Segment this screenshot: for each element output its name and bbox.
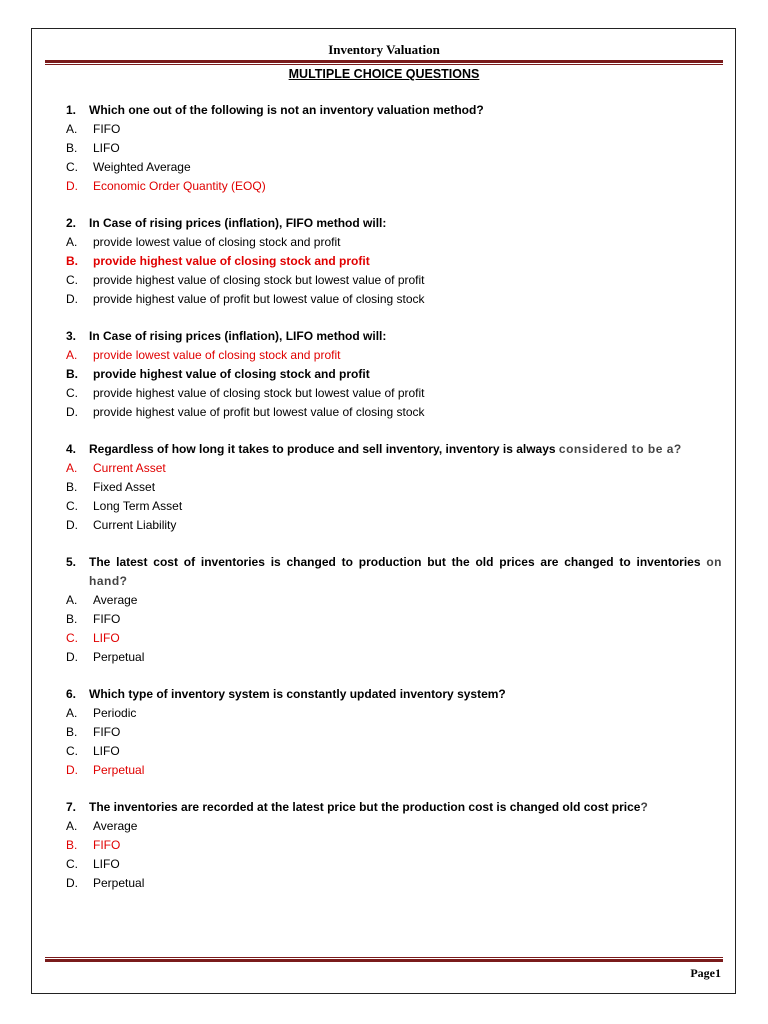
question-text: Regardless of how long it takes to produce and sell inventory, inventory is always xyxy=(89,442,559,456)
option-text: Economic Order Quantity (EOQ) xyxy=(93,179,266,193)
option-text: provide highest value of profit but lowest value of closing stock xyxy=(93,292,425,306)
section-title: MULTIPLE CHOICE QUESTIONS xyxy=(288,67,480,81)
option-letter: C. xyxy=(66,273,78,287)
question-block xyxy=(66,327,722,422)
option-letter: B. xyxy=(66,725,78,739)
question-block xyxy=(66,214,722,309)
question-line xyxy=(66,798,722,817)
option-text: FIFO xyxy=(93,725,121,739)
option-letter: A. xyxy=(66,819,78,833)
question-line xyxy=(66,327,722,346)
question-line xyxy=(66,553,722,591)
option-letter: A. xyxy=(66,706,78,720)
option-text: Weighted Average xyxy=(93,160,191,174)
option-letter: D. xyxy=(66,876,78,890)
option-text: LIFO xyxy=(93,141,120,155)
answer-option-correct xyxy=(66,252,722,271)
option-text: provide lowest value of closing stock and profit xyxy=(93,235,341,249)
answer-option xyxy=(66,855,722,874)
option-letter: C. xyxy=(66,160,78,174)
option-text: Average xyxy=(93,819,138,833)
header-rule xyxy=(45,60,723,65)
document-header-title: Inventory Valuation xyxy=(328,42,440,57)
answer-option xyxy=(66,403,722,422)
answer-option-correct xyxy=(66,761,722,780)
question-number: 1. xyxy=(66,103,77,117)
footer-rule xyxy=(45,957,723,962)
option-letter: C. xyxy=(66,386,78,400)
answer-option xyxy=(66,704,722,723)
option-letter: A. xyxy=(66,348,78,362)
option-letter: A. xyxy=(66,461,78,475)
question-text-tail: on hand? xyxy=(89,555,722,588)
page-number: Page1 xyxy=(690,966,721,980)
question-line xyxy=(66,214,722,233)
answer-option xyxy=(66,497,722,516)
question-text-wrap xyxy=(89,553,722,591)
question-text: The latest cost of inventories is changed to production but the old prices are changed to inventories xyxy=(89,555,707,569)
question-text: The inventories are recorded at the latest price but the production cost is changed old cost price xyxy=(89,800,641,814)
option-letter: C. xyxy=(66,631,78,645)
option-text: FIFO xyxy=(93,122,121,136)
option-letter: C. xyxy=(66,857,78,871)
question-list xyxy=(66,101,722,911)
option-text: Current Liability xyxy=(93,518,177,532)
option-text: Perpetual xyxy=(93,763,145,777)
option-text: provide lowest value of closing stock and profit xyxy=(93,348,341,362)
answer-option-correct xyxy=(66,629,722,648)
answer-option xyxy=(66,610,722,629)
option-text: Long Term Asset xyxy=(93,499,183,513)
question-block xyxy=(66,798,722,893)
question-text: In Case of rising prices (inflation), FIFO method will: xyxy=(89,216,387,230)
question-text: Which type of inventory system is constantly updated inventory system? xyxy=(89,687,506,701)
answer-option xyxy=(66,742,722,761)
option-letter: A. xyxy=(66,235,78,249)
answer-option xyxy=(66,648,722,667)
question-line xyxy=(66,440,722,459)
answer-option xyxy=(66,384,722,403)
answer-option xyxy=(66,365,722,384)
question-text-wrap xyxy=(89,440,722,459)
answer-option xyxy=(66,233,722,252)
option-letter: B. xyxy=(66,367,78,381)
option-letter: D. xyxy=(66,763,78,777)
question-text-wrap xyxy=(89,798,722,817)
question-number: 3. xyxy=(66,329,77,343)
answer-option-correct xyxy=(66,177,722,196)
question-text: Which one out of the following is not an inventory valuation method? xyxy=(89,103,484,117)
answer-option xyxy=(66,723,722,742)
question-block xyxy=(66,553,722,667)
option-letter: D. xyxy=(66,179,78,193)
option-letter: B. xyxy=(66,480,78,494)
option-text: FIFO xyxy=(93,612,121,626)
option-letter: B. xyxy=(66,838,78,852)
option-letter: B. xyxy=(66,612,78,626)
question-text-wrap xyxy=(89,327,722,346)
answer-option-correct xyxy=(66,346,722,365)
answer-option xyxy=(66,271,722,290)
option-text: provide highest value of profit but lowest value of closing stock xyxy=(93,405,425,419)
question-number: 2. xyxy=(66,216,77,230)
option-letter: D. xyxy=(66,650,78,664)
option-letter: C. xyxy=(66,499,78,513)
option-text: Fixed Asset xyxy=(93,480,156,494)
option-text: Current Asset xyxy=(93,461,166,475)
option-text: Perpetual xyxy=(93,876,145,890)
answer-option xyxy=(66,874,722,893)
question-number: 7. xyxy=(66,800,77,814)
option-text: provide highest value of closing stock and profit xyxy=(93,367,370,381)
question-text-wrap xyxy=(89,214,722,233)
option-letter: B. xyxy=(66,141,78,155)
answer-option xyxy=(66,120,722,139)
option-text: LIFO xyxy=(93,857,120,871)
answer-option xyxy=(66,290,722,309)
answer-option xyxy=(66,516,722,535)
option-letter: D. xyxy=(66,292,78,306)
answer-option xyxy=(66,158,722,177)
question-number: 4. xyxy=(66,442,77,456)
answer-option-correct xyxy=(66,459,722,478)
option-letter: A. xyxy=(66,122,78,136)
option-text: provide highest value of closing stock but lowest value of profit xyxy=(93,273,425,287)
question-text-wrap xyxy=(89,101,722,120)
answer-option xyxy=(66,139,722,158)
question-text-tail: ? xyxy=(640,800,649,814)
option-letter: D. xyxy=(66,518,78,532)
question-line xyxy=(66,685,722,704)
option-text: FIFO xyxy=(93,838,121,852)
option-text: provide highest value of closing stock but lowest value of profit xyxy=(93,386,425,400)
answer-option xyxy=(66,478,722,497)
question-text-tail: considered to be a? xyxy=(558,442,682,456)
option-letter: A. xyxy=(66,593,78,607)
option-text: Periodic xyxy=(93,706,137,720)
question-block xyxy=(66,685,722,780)
question-block xyxy=(66,440,722,535)
option-text: provide highest value of closing stock and profit xyxy=(93,254,370,268)
option-letter: B. xyxy=(66,254,78,268)
question-number: 6. xyxy=(66,687,77,701)
option-letter: D. xyxy=(66,405,78,419)
option-letter: C. xyxy=(66,744,78,758)
option-text: LIFO xyxy=(93,744,120,758)
answer-option-correct xyxy=(66,836,722,855)
answer-option xyxy=(66,591,722,610)
question-text-wrap xyxy=(89,685,722,704)
question-line xyxy=(66,101,722,120)
question-number: 5. xyxy=(66,555,77,569)
option-text: LIFO xyxy=(93,631,120,645)
answer-option xyxy=(66,817,722,836)
question-block xyxy=(66,101,722,196)
question-text: In Case of rising prices (inflation), LIFO method will: xyxy=(89,329,387,343)
option-text: Perpetual xyxy=(93,650,145,664)
option-text: Average xyxy=(93,593,138,607)
